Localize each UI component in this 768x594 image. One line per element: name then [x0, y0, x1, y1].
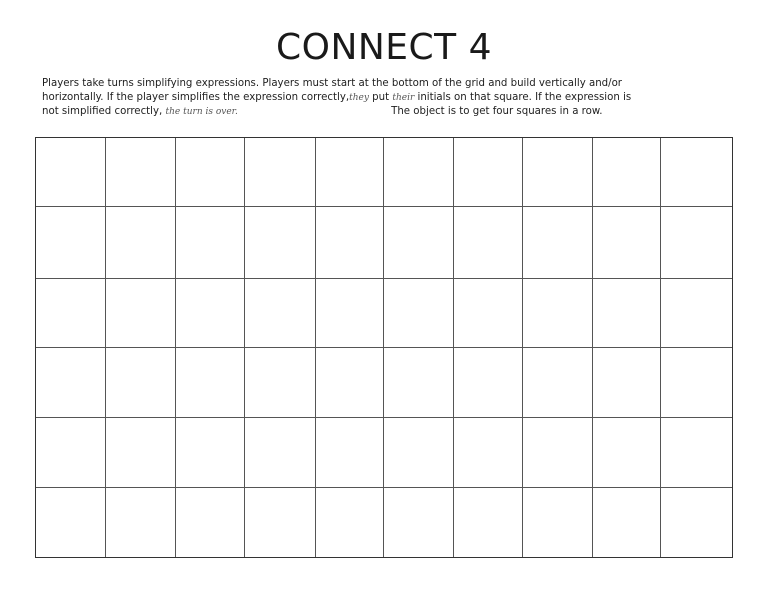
grid-cell[interactable] — [523, 418, 593, 488]
handwritten-fill-in: they — [349, 92, 369, 103]
grid-cell[interactable] — [316, 138, 385, 207]
grid-cell[interactable] — [36, 488, 106, 557]
instructions-paragraph — [42, 77, 732, 120]
grid-cell[interactable] — [454, 279, 523, 348]
grid-cell[interactable] — [661, 418, 732, 488]
grid-cell[interactable] — [245, 207, 316, 279]
grid-cell[interactable] — [593, 488, 661, 557]
grid-cell[interactable] — [106, 348, 176, 419]
grid-cell[interactable] — [176, 138, 245, 207]
grid-cell[interactable] — [384, 418, 454, 488]
grid-cell[interactable] — [384, 488, 454, 557]
grid-cell[interactable] — [176, 207, 245, 279]
grid-cell[interactable] — [593, 138, 661, 207]
handwritten-fill-in: their — [392, 92, 415, 103]
grid-cell[interactable] — [454, 207, 523, 279]
grid-cell[interactable] — [523, 207, 593, 279]
grid-cell[interactable] — [245, 348, 316, 419]
grid-cell[interactable] — [454, 138, 523, 207]
grid-cell[interactable] — [36, 348, 106, 419]
grid-cell[interactable] — [593, 279, 661, 348]
grid-cell[interactable] — [384, 348, 454, 419]
grid-cell[interactable] — [106, 279, 176, 348]
instructions-line-3 — [42, 105, 732, 120]
grid-cell[interactable] — [176, 488, 245, 557]
grid-cell[interactable] — [316, 488, 385, 557]
grid-cell[interactable] — [36, 207, 106, 279]
grid-cell[interactable] — [523, 348, 593, 419]
grid-cell[interactable] — [245, 279, 316, 348]
grid-cell[interactable] — [384, 279, 454, 348]
grid-cell[interactable] — [384, 207, 454, 279]
grid-cell[interactable] — [106, 418, 176, 488]
grid-cell[interactable] — [245, 488, 316, 557]
grid-cell[interactable] — [661, 138, 732, 207]
instructions-text: not simplified correctly, — [42, 106, 166, 117]
grid-cell[interactable] — [593, 207, 661, 279]
handwritten-fill-in: the turn is over. — [165, 107, 238, 117]
grid-cell[interactable] — [593, 348, 661, 419]
grid-cell[interactable] — [245, 138, 316, 207]
grid-cell[interactable] — [661, 279, 732, 348]
grid-cell[interactable] — [661, 348, 732, 419]
grid-cell[interactable] — [36, 138, 106, 207]
grid-cell[interactable] — [316, 348, 385, 419]
grid-cell[interactable] — [106, 138, 176, 207]
grid-cell[interactable] — [176, 279, 245, 348]
instructions-text: put — [368, 91, 393, 103]
grid-cell[interactable] — [454, 348, 523, 419]
grid-cell[interactable] — [176, 348, 245, 419]
grid-cell[interactable] — [523, 279, 593, 348]
grid-cell[interactable] — [176, 418, 245, 488]
grid-cell[interactable] — [661, 207, 732, 279]
grid-cell[interactable] — [106, 207, 176, 279]
grid-cell[interactable] — [593, 418, 661, 488]
instructions-line-2 — [42, 91, 732, 106]
grid-cell[interactable] — [316, 418, 385, 488]
instructions-text: The object is to get four squares in a row. — [387, 106, 603, 117]
grid-cell[interactable] — [523, 488, 593, 557]
grid-cell[interactable] — [523, 138, 593, 207]
game-board-grid — [35, 137, 733, 558]
instructions-text: initials on that square. If the expression is — [414, 91, 632, 103]
grid-cell[interactable] — [316, 279, 385, 348]
grid-cell[interactable] — [454, 418, 523, 488]
grid-cell[interactable] — [106, 488, 176, 557]
grid-cell[interactable] — [36, 418, 106, 488]
grid-cell[interactable] — [36, 279, 106, 348]
grid-cell[interactable] — [316, 207, 385, 279]
grid-cell[interactable] — [384, 138, 454, 207]
grid-cell[interactable] — [661, 488, 732, 557]
page-title: CONNECT 4 — [275, 27, 493, 68]
grid-cell[interactable] — [454, 488, 523, 557]
grid-cell[interactable] — [245, 418, 316, 488]
instructions-line-1: Players take turns simplifying expressions. Players must start at the bottom of the grid and build vertically and/or — [42, 78, 622, 89]
instructions-text: horizontally. If the player simplifies the expression correctly, — [42, 91, 350, 103]
